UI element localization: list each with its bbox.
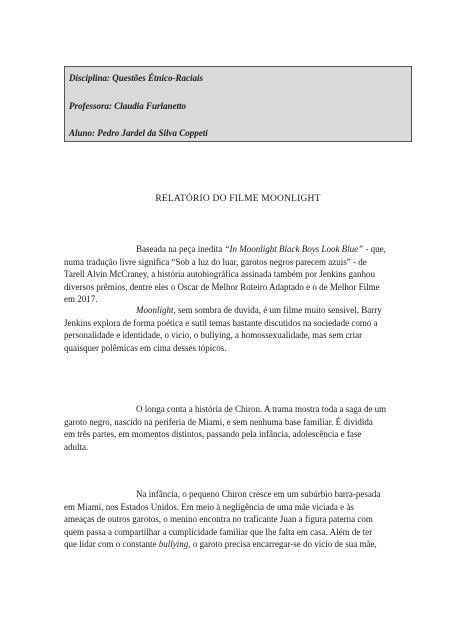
paragraph-line: diversos prêmios, dentre eles o Oscar de Melhor Roteiro Adaptado e o de Melhor Filme [64, 281, 380, 292]
paragraph-line: em Miami, nos Estados Unidos. Em meio à negligência de uma mãe viciada e às [64, 501, 354, 512]
paragraph-line: Tarell Alvin McCraney, a história autobiográfica assinada também por Jenkins ganhou [64, 269, 375, 279]
paragraph-line: em 2017. [64, 294, 98, 304]
paragraph-line: garoto negro, nascido na periferia de Miami, e sem nenhuma base familiar. É dividida [64, 416, 373, 427]
paragraph-line [64, 304, 412, 317]
document-title: RELATÓRIO DO FILME MOONLIGHT [155, 194, 321, 204]
text-run: Baseada na peça inedita [136, 244, 225, 254]
text-run: sem sombra de duvida, é um filme muito sensivel. Barry [175, 305, 382, 315]
paragraph-line: Jenkins explora de forma poética e sutil temas bastante discutidos na sociedade como a [64, 317, 378, 328]
emphasis-bullying: bullying, [158, 539, 191, 549]
paragraph-1 [64, 243, 412, 306]
paragraph-line: quem passa a compartilhar a cumplicidade familiar que lhe falta em casa. Além de ter [64, 526, 373, 537]
paragraph-line: adulta. [64, 441, 89, 452]
paragraph-line [64, 538, 412, 551]
paragraph-line: personalidade e identidade, o vicio, o bullying, a homossexualidade, mas sem criar [64, 330, 363, 340]
header-disciplina: Disciplina: Questões Étnico-Raciais [69, 73, 204, 83]
film-title: Moonlight, [136, 305, 176, 315]
header-box [64, 66, 412, 142]
header-professora: Professora: Claudia Furlanetto [69, 101, 187, 111]
paragraph-4 [64, 488, 412, 551]
header-aluno: Aluno: Pedro Jardel da Silva Coppeti [69, 128, 208, 138]
paragraph-2 [64, 304, 412, 354]
paragraph-line: O longa conta a história de Chiron. A trama mostra toda a saga de um [136, 404, 387, 414]
text-run: o garoto precisa encarregar-se do vicio de sua mãe, [190, 539, 377, 549]
paragraph-line: numa tradução livre significa “Sob a luz do luar, garotos negros parecem azuis” - de [64, 256, 367, 267]
play-title: “In Moonlight Black Boys Look Blue” [224, 244, 364, 254]
paragraph-line: quaisquer polêmicas em cima desses tópicos. [64, 342, 227, 353]
text-run: - que, [363, 244, 386, 254]
paragraph-line: Na infância, o pequeno Chiron cresce em um subúrbio barra-pesada [136, 489, 381, 499]
paragraph-line: ameaças de outros garotos, o menino encontra no traficante Juan a figura paterna com [64, 514, 373, 524]
paragraph-line: em três partes, em momentos distintos, passando pela infância, adolescência e fase [64, 429, 362, 439]
text-run: que lidar com o constante [64, 539, 159, 549]
paragraph-line [64, 243, 412, 256]
paragraph-3 [64, 403, 412, 453]
